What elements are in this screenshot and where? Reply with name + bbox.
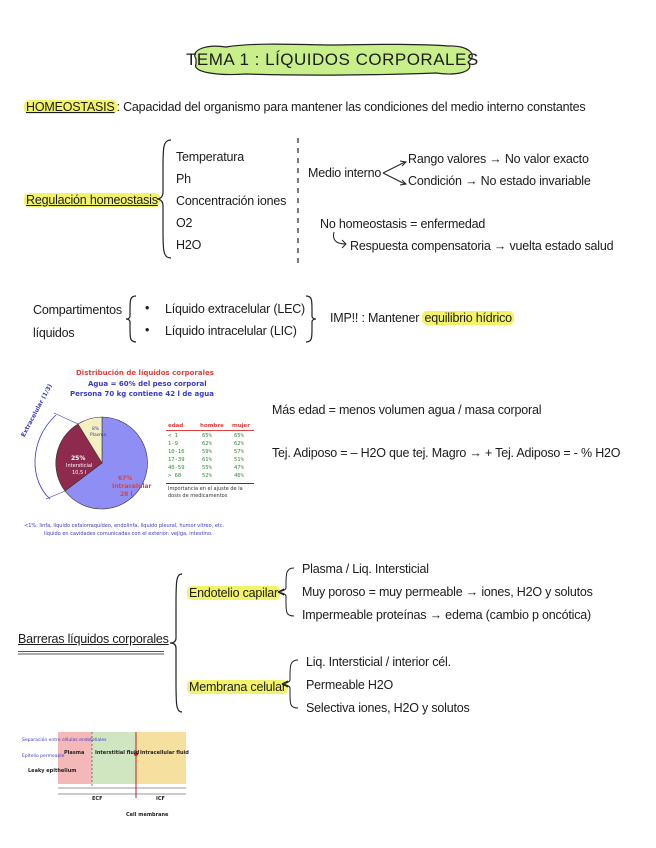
compartimentos-label-2: líquidos [33,326,75,340]
table-rule [166,430,254,431]
reg-item-ph: Ph [176,172,191,186]
imp-equilibrio: IMP!! : Mantener equilibrio hídrico [330,311,512,325]
regulacion-label: Regulación homeostasis [26,193,158,207]
membrana-item-3: Selectiva iones, H2O y solutos [306,701,470,715]
intracellular-percent: 67% [118,475,133,482]
regulacion-brace [155,138,175,260]
membrana-item-1: Liq. Intersticial / interior cél. [306,655,451,669]
interstitial-volume: 10,5 l [72,470,87,476]
membrana-item-2: Permeable H2O [306,678,394,692]
table-header-hombre: hombre [200,423,224,429]
no-homeostasis: No homeostasis = enfermedad [320,217,486,231]
bullet-2: • [145,323,150,337]
condicion: Condición → No estado invariable [408,174,591,188]
respuesta-compensatoria: Respuesta compensatoria → vuelta estado salud [350,239,614,253]
fluid-compartments-diagram [22,728,192,833]
reg-item-h2o: H2O [176,238,202,252]
rango-valores: Rango valores → No valor exacto [408,152,589,166]
intracellular-volume: 28 l [120,491,133,498]
reg-item-o2: O2 [176,216,193,230]
footnote-1: <1%: linfa, líquido cefalorraquídeo, endolinfa, líquido pleural, humor vítreo, etc. [24,523,225,529]
ecf-label: ECF [92,796,103,802]
barreras-brace [168,572,184,716]
extracellular-label: Extracelular (1/3) [20,382,54,439]
curved-arrow-icon [330,230,350,250]
icf-label: ICF [156,796,165,802]
compartimento-lec: Líquido extracelular (LEC) [165,302,306,316]
plasma-percent: 8% [92,427,100,432]
compartimentos-label-1: Compartimentos [33,303,122,317]
endotelio-label: Endotelio capilar [189,586,279,600]
table-header-mujer: mujer [232,423,250,429]
plasma-name: Plasma [90,433,107,438]
cell-membrane-label: Cell membrane [126,812,169,818]
compartimentos-brace-left [124,294,138,344]
compartimentos-brace-right [304,294,318,344]
membrana-branch [278,656,304,712]
table-note-1: Importancia en el ajuste de la [168,486,243,492]
homeostasis-definition: : Capacidad del organismo para mantener las condiciones del medio interno constantes [116,100,586,114]
intracellular-box: Intracellular fluid [140,750,189,756]
footnote-2: líquido en cavidades comunicadas con el exterior: vejiga, intestino. [44,531,213,537]
homeostasis-term: HOMEOSTASIS [26,100,115,114]
adiposo-nota: Tej. Adiposo = – H2O que tej. Magro → + Tej. Adiposo = - % H2O [272,446,621,460]
bullet-1: • [145,301,150,315]
page-title: TEMA 1 : LÍQUIDOS CORPORALES [186,50,479,69]
endotelio-item-1: Plasma / Liq. Intersticial [302,562,429,576]
interstitial-name: Intersticial [66,463,93,469]
left-note-1: Separación entre células endoteliales [22,738,107,743]
intracellular-name: Intracelular [112,483,152,490]
homeostasis-line [24,100,585,114]
table-header-edad: edad [168,423,184,429]
figure-subtitle-1: Agua = 60% del peso corporal [88,380,207,388]
dashed-divider [296,138,300,264]
endotelio-item-2: Muy poroso = muy permeable → iones, H2O y solutos [302,585,593,599]
leaky-epithelium: Leaky epithelium [28,768,77,774]
endotelio-branch [274,564,300,620]
medio-interno-branch-arrows [381,158,409,188]
medio-interno-label: Medio interno [308,166,382,180]
barreras-double-underline [18,650,168,656]
interstitial-percent: 25% [71,455,86,462]
plasma-box: Plasma [64,750,85,756]
table-note-2: dosis de medicamentos [168,493,228,499]
membrana-label: Membrana celular [189,680,286,694]
table-note-rule [166,483,254,484]
pie-chart [20,401,165,521]
interstitial-box: Interstitial fluid [95,750,140,756]
reg-item-temperatura: Temperatura [176,150,244,164]
compartimento-lic: Líquido intracelular (LIC) [165,324,297,338]
figure-subtitle-2: Persona 70 kg contiene 42 l de agua [70,390,214,398]
edad-nota: Más edad = menos volumen agua / masa corporal [272,403,542,417]
figure-title: Distribución de líquidos corporales [76,369,214,377]
distribucion-figure: Distribución de líquidos corporales Agua = 60% del peso corporal Persona 70 kg contiene 42 l de agua Extracelular (1/3) 25% Intersticial 10,5 l 67% Intracelular 28 l 8% Plasma edad hombre mujer < 1 65% 65% 1-9 62% 62% 10-16 59% 57% 17-39 61% 51% 40-59 55% 47% > 60 52% 46% Importancia en el ajuste de la dosis de medicamentos <1%: linfa, líquido cefalorraquídeo, endolinfa, líquido pleural, humor vítreo, etc. líquido en cavidades comunicadas con el exterior: vejiga, intestino. [20,365,275,545]
left-note-2: Epitelio permeable [22,754,65,759]
equilibrio-highlight: equilibrio hídrico [424,311,512,325]
barreras-label: Barreras líquidos corporales [18,632,169,646]
reg-item-iones: Concentración iones [176,194,287,208]
endotelio-item-3: Impermeable proteínas → edema (cambio p oncótica) [302,608,591,622]
